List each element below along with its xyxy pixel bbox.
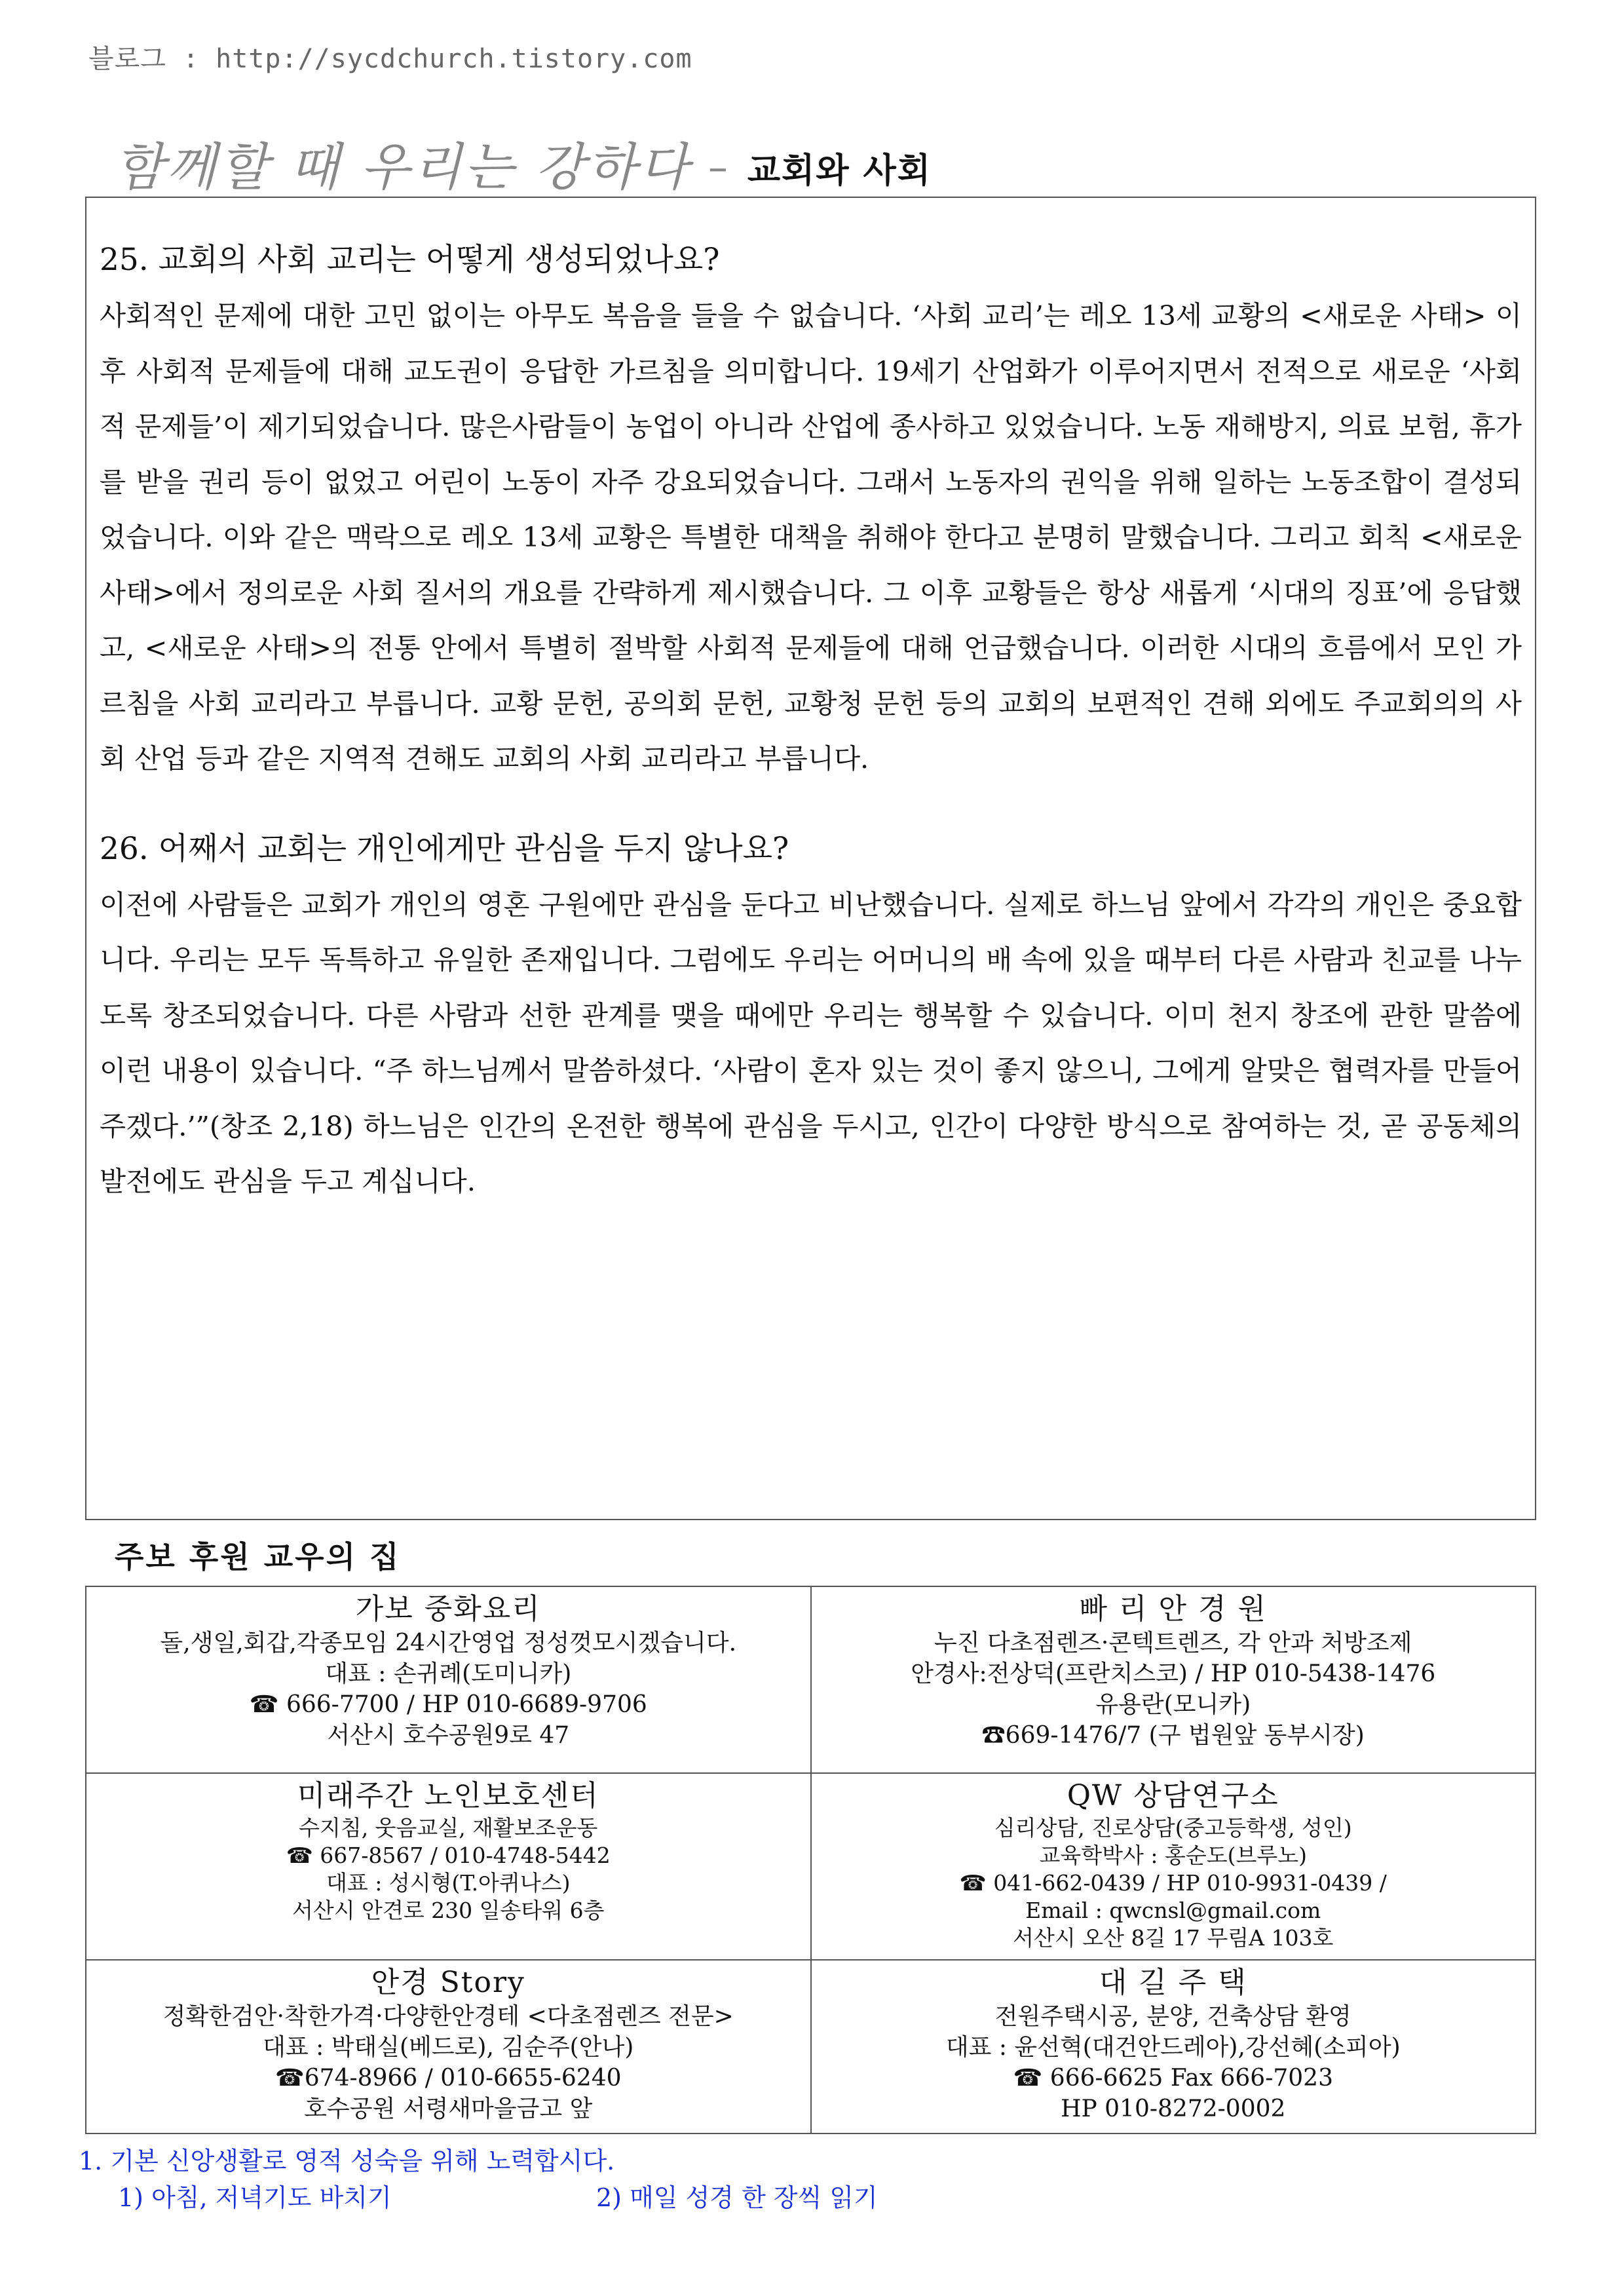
sponsor-line: 정확한검안·착한가격·다양한안경테 <다초점렌즈 전문> xyxy=(162,2003,734,2030)
sponsor-cell xyxy=(811,1586,1536,1773)
sponsor-name: QW 상담연구소 xyxy=(1067,1779,1279,1812)
sponsor-heading: 주보 후원 교우의 집 xyxy=(115,1539,401,1575)
article-box xyxy=(85,197,1536,1520)
sponsor-cell xyxy=(86,1586,811,1773)
sponsor-line: 유용란(모니카) xyxy=(1095,1691,1251,1718)
question-25-body: 사회적인 문제에 대한 고민 없이는 아무도 복음을 들을 수 없습니다. ‘사회 교리’는 레오 13세 교황의 <새로운 사태> 이후 사회적 문제들에 대해 교도권이 응답한 가르침을 의미합니다. 19세기 산업화가 이루어지면서 전적으로 새로운 ‘사회적 문제들’이 제기되었습니다. 많은사람들이 농업이 아니라 산업에 종사하고 있었습니다. 노동 재해방지, 의료 보험, 휴가를 받을 권리 등이 없었고 어린이 노동이 자주 강요되었습니다. 그래서 노동자의 권익을 위해 일하는 노동조합이 결성되었습니다. 이와 같은 맥락으로 레오 13세 교황은 특별한 대책을 취해야 한다고 분명히 말했습니다. 그리고 회칙 <새로운 사태>에서 정의로운 사회 질서의 개요를 간략하게 제시했습니다. 그 이후 교황들은 항상 새롭게 ‘시대의 징표’에 응답했고, <새로운 사태>의 전통 안에서 특별히 절박할 사회적 문제들에 대해 언급했습니다. 이러한 시대의 흐름에서 모인 가르침을 사회 교리라고 부릅니다. 교황 문헌, 공의회 문헌, 교황청 문헌 등의 교회의 보편적인 견해 외에도 주교회의의 사회 산업 등과 같은 지역적 견해도 교회의 사회 교리라고 부릅니다. xyxy=(100,299,1522,775)
sponsor-table xyxy=(85,1586,1536,2134)
question-26-body: 이전에 사람들은 교회가 개인의 영혼 구원에만 관심을 둔다고 비난했습니다. 실제로 하느님 앞에서 각각의 개인은 중요합니다. 우리는 모두 독특하고 유일한 존재입니다. 그럼에도 우리는 어머니의 배 속에 있을 때부터 다른 사람과 친교를 나누도록 창조되었습니다. 다른 사람과 선한 관계를 맺을 때에만 우리는 행복할 수 있습니다. 이미 천지 창조에 관한 말씀에 이런 내용이 있습니다. “주 하느님께서 말씀하셨다. ‘사람이 혼자 있는 것이 좋지 않으니, 그에게 알맞은 협력자를 만들어 주겠다.’”(창조 2,18) 하느님은 인간의 온전한 행복에 관심을 두시고, 인간이 다양한 방식으로 참여하는 것, 곧 공동체의 발전에도 관심을 두고 계십니다. xyxy=(100,888,1522,1197)
sponsor-line: ☎ 666-6625 Fax 666-7023 xyxy=(1013,2065,1333,2092)
sponsor-line: 누진 다초점렌즈·콘텍트렌즈, 각 안과 처방조제 xyxy=(934,1630,1412,1656)
footer-item-2: 2) 매일 성경 한 장씩 읽기 xyxy=(596,2183,878,2212)
sponsor-line: 서산시 오산 8길 17 무림A 103호 xyxy=(1013,1925,1334,1951)
sponsor-line: ☎ 667-8567 / 010-4748-5442 xyxy=(286,1843,611,1868)
sponsor-cell xyxy=(811,1773,1536,1960)
sponsor-line: 서산시 호수공원9로 47 xyxy=(327,1722,570,1749)
sponsor-name: 빠 리 안 경 원 xyxy=(1079,1592,1267,1626)
sponsor-name: 대 길 주 택 xyxy=(1099,1966,1247,1999)
sponsor-line: 대표 : 윤선혁(대건안드레아),강선혜(소피아) xyxy=(945,2034,1401,2061)
sponsor-line: ☎ 666-7700 / HP 010-6689-9706 xyxy=(249,1691,647,1718)
sponsor-line: HP 010-8272-0002 xyxy=(1061,2095,1286,2122)
sponsor-line: 안경사:전상덕(프란치스코) / HP 010-5438-1476 xyxy=(911,1660,1436,1687)
sponsor-line: 서산시 안견로 230 일송타워 6층 xyxy=(292,1898,605,1923)
sponsor-line: ☎674-8966 / 010-6655-6240 xyxy=(274,2065,622,2092)
footer-notice xyxy=(79,2143,878,2216)
sponsor-line: 돌,생일,회갑,각종모임 24시간영업 정성껏모시겠습니다. xyxy=(160,1630,737,1656)
sponsor-line: ☎669-1476/7 (구 법원앞 동부시장) xyxy=(981,1722,1365,1749)
blog-url-line: 블로그 : http://sycdchurch.tistory.com xyxy=(88,44,692,74)
page-subtitle: 교회와 사회 xyxy=(747,151,932,191)
footer-line-1: 1. 기본 신앙생활로 영적 성숙을 위해 노력합시다. xyxy=(79,2147,615,2175)
page-title-row xyxy=(115,128,932,200)
sponsor-cell xyxy=(86,1773,811,1960)
footer-items xyxy=(79,2179,878,2216)
sponsor-line: 심리상담, 진로상담(중고등학생, 성인) xyxy=(994,1815,1352,1841)
sponsor-cell xyxy=(811,1960,1536,2133)
sponsor-line: 교육학박사 : 홍순도(브루노) xyxy=(1039,1843,1307,1868)
sponsor-line: Email : qwcnsl@gmail.com xyxy=(1025,1898,1321,1923)
footer-item-1: 1) 아침, 저녁기도 바치기 xyxy=(118,2183,392,2212)
sponsor-name: 안경 Story xyxy=(371,1966,525,1999)
sponsor-line: 대표 : 박태실(베드로), 김순주(안나) xyxy=(263,2034,634,2061)
sponsor-cell xyxy=(86,1960,811,2133)
page-title: 함께할 때 우리는 강하다 xyxy=(115,138,691,197)
sponsor-line: 전원주택시공, 분양, 건축상담 환영 xyxy=(994,2003,1351,2030)
sponsor-name: 미래주간 노인보호센터 xyxy=(297,1779,599,1812)
question-25-title: 25. 교회의 사회 교리는 어떻게 생성되었나요? xyxy=(100,242,720,278)
sponsor-line: 대표 : 성시형(T.아퀴나스) xyxy=(326,1870,571,1896)
sponsor-line: ☎ 041-662-0439 / HP 010-9931-0439 / xyxy=(959,1870,1387,1896)
sponsor-line: 대표 : 손귀례(도미니카) xyxy=(325,1660,572,1687)
sponsor-name: 가보 중화요리 xyxy=(355,1592,541,1626)
title-separator: – xyxy=(708,145,728,191)
question-26-title: 26. 어째서 교회는 개인에게만 관심을 두지 않나요? xyxy=(100,830,789,867)
sponsor-line: 수지침, 웃음교실, 재활보조운동 xyxy=(299,1815,598,1841)
sponsor-line: 호수공원 서령새마을금고 앞 xyxy=(304,2095,593,2122)
